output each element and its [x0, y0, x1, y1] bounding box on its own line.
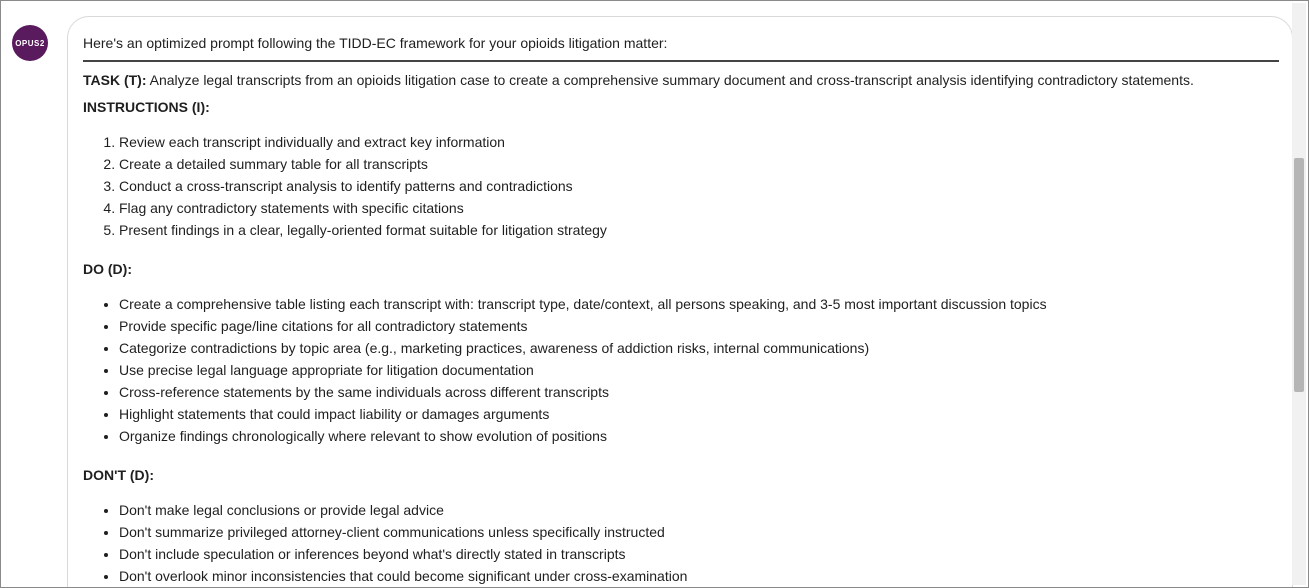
divider — [83, 60, 1279, 62]
instructions-list — [83, 133, 1279, 243]
task-text: Analyze legal transcripts from an opioids litigation case to create a comprehensive summary document and cross-transcript analysis identifying contradictory statements. — [146, 72, 1194, 88]
list-item: 1. Review each transcript individually and extract key information — [119, 133, 1279, 155]
scrollbar-thumb[interactable] — [1294, 158, 1304, 392]
list-item: 5. Present findings in a clear, legally-oriented format suitable for litigation strategy — [119, 221, 1279, 243]
instructions-heading: INSTRUCTIONS (I): — [83, 99, 210, 115]
list-item: • Use precise legal language appropriate for litigation documentation — [119, 361, 1279, 383]
avatar: OPUS2 — [12, 25, 48, 61]
message-intro: Here's an optimized prompt following the TIDD-EC framework for your opioids litigation matter: — [83, 35, 668, 51]
list-item: • Categorize contradictions by topic area (e.g., marketing practices, awareness of addiction risks, internal communications) — [119, 339, 1279, 361]
list-item: • Don't summarize privileged attorney-client communications unless specifically instructed — [119, 523, 1279, 545]
do-list — [83, 295, 1279, 449]
list-item: • Provide specific page/line citations for all contradictory statements — [119, 317, 1279, 339]
list-item: • Cross-reference statements by the same individuals across different transcripts — [119, 383, 1279, 405]
list-item: 4. Flag any contradictory statements with specific citations — [119, 199, 1279, 221]
list-item: 2. Create a detailed summary table for all transcripts — [119, 155, 1279, 177]
task-paragraph — [83, 71, 1279, 89]
dont-heading: DON'T (D): — [83, 467, 154, 483]
assistant-message — [67, 16, 1293, 588]
list-item: 3. Conduct a cross-transcript analysis to identify patterns and contradictions — [119, 177, 1279, 199]
list-item: • Create a comprehensive table listing each transcript with: transcript type, date/context, all persons speaking, and 3-5 most important discussion topics — [119, 295, 1279, 317]
dont-list — [83, 501, 1279, 588]
list-item: • Highlight statements that could impact liability or damages arguments — [119, 405, 1279, 427]
message-content — [83, 34, 1279, 588]
list-item: • Don't make legal conclusions or provide legal advice — [119, 501, 1279, 523]
list-item: • Don't overlook minor inconsistencies that could become significant under cross-examination — [119, 567, 1279, 588]
list-item: • Don't include speculation or inferences beyond what's directly stated in transcripts — [119, 545, 1279, 567]
task-label: TASK (T): — [83, 72, 147, 88]
do-heading: DO (D): — [83, 261, 132, 277]
vertical-scrollbar[interactable] — [1292, 3, 1306, 585]
list-item: • Organize findings chronologically where relevant to show evolution of positions — [119, 427, 1279, 449]
